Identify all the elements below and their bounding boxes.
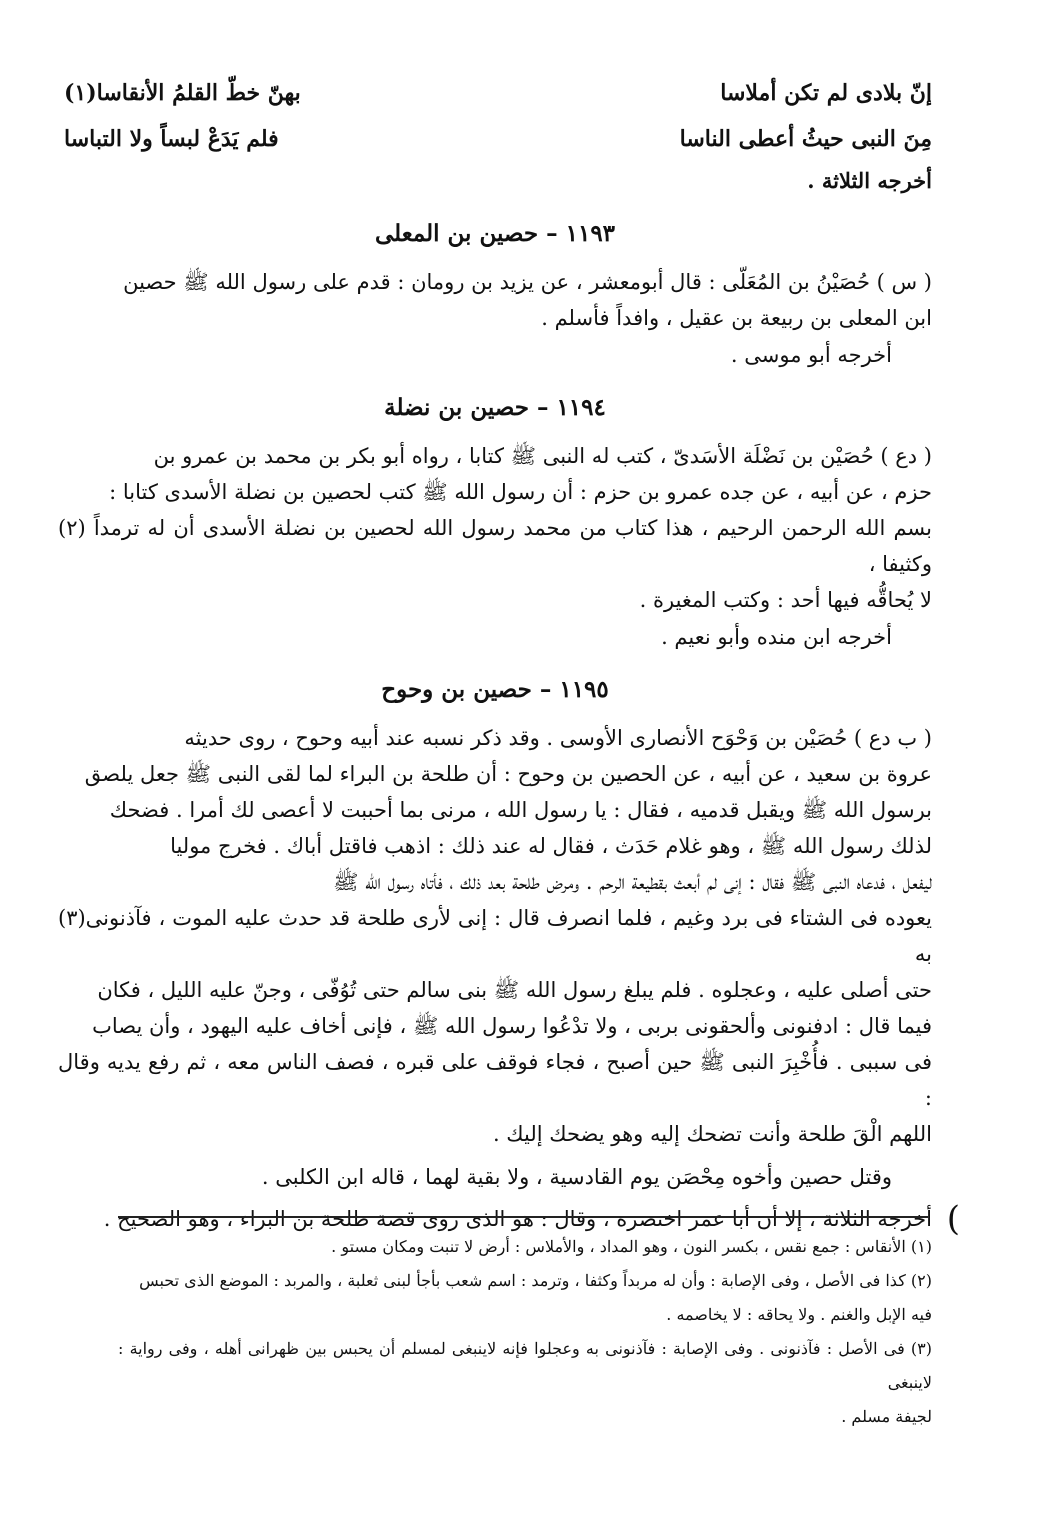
margin-bracket: ) — [946, 1199, 960, 1239]
poem-verse-2 — [58, 116, 932, 162]
entry-1193-line: ( س ) حُصَيْنُ بن المُعَلّى : قال أبومعشر ، عن يزيد بن رومان : قدم على رسول الله ﷺ حصين — [123, 270, 932, 294]
verse-2-second-hemistich: فلم يَدَعْ لبساً ولا التباسا — [64, 126, 279, 152]
footnotes — [118, 1230, 932, 1434]
entry-1193-heading: ١١٩٣ – حصين بن المعلى — [374, 220, 616, 247]
entry-1195-line: حتى أصلى عليه ، وعجلوه . فلم يبلغ رسول الله ﷺ بنى سالم حتى تُوُفّى ، وجنّ عليه الليل ، فكان — [97, 978, 932, 1002]
entry-1195-para-2: وقتل حصين وأخوه مِحْصَن يوم القادسية ، ولا بقية لهما ، قاله ابن الكلبى . — [261, 1165, 892, 1189]
footnote-3-continued: لجيفة مسلم . — [841, 1407, 932, 1426]
page-body — [58, 70, 960, 1239]
entry-1193-outro: أخرجه أبو موسى . — [730, 343, 892, 367]
verse-1-first-hemistich: إنّ بلادى لم تكن أملاسا — [720, 80, 932, 106]
entry-1195-line: برسول الله ﷺ ويقبل قدميه ، فقال : يا رسول الله ، مرنى بما أحببت لا أعصى لك أمرا . فضحك — [109, 798, 932, 822]
entry-1195-outro: أخرجه الثلاثة ، إلا أن أبا عمر اختصره ، وقال : هو الذى روى قصة طلحة بن البراء ، وهو الصحيح . — [103, 1207, 932, 1231]
entry-1194-line: بسم الله الرحمن الرحيم ، هذا كتاب من محمد رسول الله لحصين بن نضلة الأسدى أن له ترمداً (٢) وكثيفا ، — [58, 516, 932, 576]
verse-2-first-hemistich: مِنَ النبى حيثُ أعطى الناسا — [679, 126, 932, 152]
entry-1193-line: ابن المعلى بن ربيعة بن عقيل ، وافداً فأسلم . — [541, 306, 932, 330]
entry-1195-line: اللهم الْقَ طلحة وأنت تضحك إليه وهو يضحك إليك . — [492, 1122, 932, 1146]
entry-1193-text — [58, 264, 932, 336]
verse-1-second-hemistich: بهنّ خطّ القلمُ الأنقاسا(١) — [64, 80, 301, 106]
entry-1195-line: فيما قال : ادفنونى وألحقونى بربى ، ولا تدْعُوا رسول الله ﷺ ، فإنى أخاف عليه اليهود ، وأن يصاب — [92, 1014, 932, 1038]
poem-outro: أخرجه الثلاثة . — [807, 168, 932, 193]
entry-1195-line: ليفعل ، فدعاه النبى ﷺ فقال : إنى لم أبعث بقطيعة الرحم . ومرض طلحة بعد ذلك ، فأتاه رسول الله ﷺ — [333, 870, 932, 894]
entry-1195-heading: ١١٩٥ – حصين بن وحوح — [381, 676, 609, 703]
footnote-2-continued: فيه الإبل والغنم . ولا يحاقه : لا يخاصمه . — [666, 1305, 932, 1324]
entry-1194-text — [58, 438, 932, 618]
entry-1194-line: لا يُحاقُّه فيها أحد : وكتب المغيرة . — [639, 588, 932, 612]
entry-1195-line: فى سببى . فأُخْبِرَ النبى ﷺ حين أصبح ، فجاء فوقف على قبره ، فصف الناس معه ، ثم رفع يديه وقال : — [58, 1050, 932, 1110]
entry-1195-line: لذلك رسول الله ﷺ ، وهو غلام حَدَث ، فقال له عند ذلك : اذهب فاقتل أباك . فخرج موليا — [170, 834, 932, 858]
entry-1194-line: حزم ، عن أبيه ، عن جده عمرو بن حزم : أن رسول الله ﷺ كتب لحصين بن نضلة الأسدى كتابا : — [109, 480, 932, 504]
entry-1194-outro: أخرجه ابن منده وأبو نعيم . — [661, 625, 892, 649]
footnote-divider — [118, 1216, 928, 1218]
entry-1195-text — [58, 720, 932, 1152]
entry-1195-line: يعوده فى الشتاء فى برد وغيم ، فلما انصرف قال : إنى لأرى طلحة قد حدث عليه الموت ، فآذنونى(٣) به — [58, 906, 932, 966]
entry-1195-line: ( ب دع ) حُصَيْن بن وَحْوَح الأنصارى الأوسى . وقد ذكر نسبه عند أبيه وحوح ، روى حديثه — [184, 726, 932, 750]
footnote-1: (١) الأنقاس : جمع نقس ، بكسر النون ، وهو المداد ، والأملاس : أرض لا تنبت ومكان مستو . — [331, 1237, 932, 1256]
entry-1194-heading: ١١٩٤ – حصين بن نضلة — [384, 394, 606, 421]
entry-1195-line: عروة بن سعيد ، عن أبيه ، عن الحصين بن وحوح : أن طلحة بن البراء لما لقى النبى ﷺ جعل يلصق — [84, 762, 932, 786]
footnote-2: (٢) كذا فى الأصل ، وفى الإصابة : وأن له مربداً وكثفا ، وترمد : اسم شعب بأجأ لبنى ثعلبة ، والمربد : الموضع الذى تحبس — [139, 1271, 932, 1290]
poem-verse-1 — [58, 70, 932, 116]
entry-1194-line: ( دع ) حُصَيْن بن نَضْلَة الأسَدىّ ، كتب له النبى ﷺ كتابا ، رواه أبو بكر بن محمد بن عمرو بن — [153, 444, 932, 468]
footnote-3: (٣) فى الأصل : فآذنونى . وفى الإصابة : فآذنونى به وعجلوا فإنه لاينبغى لمسلم أن يحبس بين ظهرانى أهله ، وفى رواية : لاينبغى — [118, 1339, 932, 1392]
